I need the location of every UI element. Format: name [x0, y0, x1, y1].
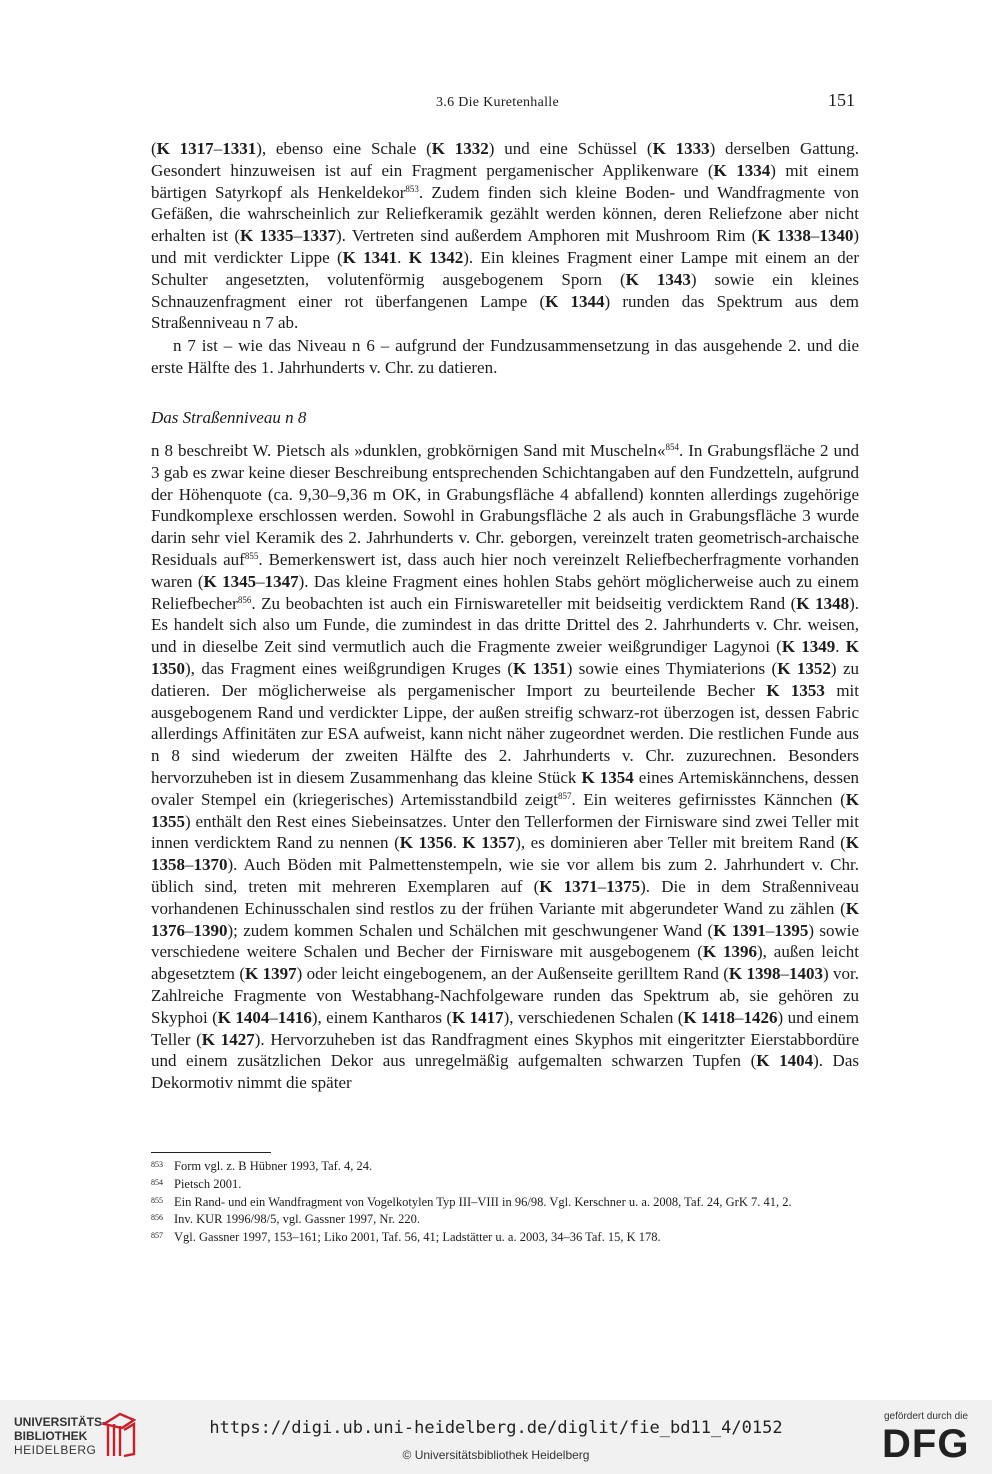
catalog-ref: 1375: [606, 876, 641, 896]
catalog-ref: K 1351: [513, 658, 567, 678]
text-run: ), ebenso eine Schale (: [256, 139, 432, 158]
footnote: 853 Form vgl. z. B Hübner 1993, Taf. 4, 24.: [151, 1159, 373, 1173]
text-run: ) oder leicht eingebogenem, an der Außenseite gerilltem Rand (: [296, 964, 729, 984]
text-run: ) vor. Zahlreiche Fragmente von Westabhang-Nachfolgeware runden das Spektrum ab, sie gehören zu Skyphoi (: [151, 964, 859, 1027]
text-run: ). Vertreten sind außerdem Amphoren mit Mushroom Rim (: [335, 226, 758, 246]
text-run: ) mit einem bärtigen Satyrkopf als Henkeldekor: [151, 160, 860, 202]
footnote: 857 Vgl. Gassner 1997, 153–161; Liko 2001, Taf. 56, 41; Ladstätter u. a. 2003, 34–36 Taf. 15, K 178.: [151, 1230, 661, 1245]
text-run: ). Es handelt sich also um Funde, die zumindest in das dritte Drittel des 2. Jahrhunderts v. Chr. weisen, und in dieselbe Zeit sind vermutlich auch die Fragmente zweier weißgrundiger Lagynoi (: [151, 593, 859, 657]
catalog-ref: K 1341: [342, 247, 398, 267]
running-header: 3.6 Die Kuretenhalle: [436, 95, 560, 110]
text-run: ). Das Dekormotiv nimmt die später: [151, 1051, 859, 1093]
catalog-ref: K 1396: [702, 942, 757, 962]
text-run: ) und einem Teller (: [151, 1007, 860, 1049]
text-run: mit ausgebogenem Rand und verdickter Lippe, der außen streifig schwarz-rot überzogen ist, dessen Fabric allerdings Affinitäten zur ESA aufweist, kann nicht näher zugeordnet werden. Die restlichen Funde aus n 8 sind wiederum der zweiten Hälfte des 2. Jahrhunderts v. Chr. zuzurechnen. Besonders hervorzuheben ist in diesem Zusammenhang das kleine Stück: [151, 680, 860, 787]
section-heading: Das Straßenniveau n 8: [151, 408, 307, 427]
text-run: ) und eine Schüssel (: [488, 139, 653, 158]
catalog-ref: K 1354: [581, 767, 634, 787]
catalog-ref: K 1342: [408, 247, 464, 267]
page-number: 151: [828, 90, 855, 110]
text-run: . Ein weiteres gefirnisstes Kännchen (: [571, 789, 846, 809]
footer-bar: [0, 1400, 992, 1474]
catalog-ref: K 1397: [245, 964, 297, 984]
footnotes: [151, 1158, 859, 1247]
text-run: eines Artemiskännchens, dessen ovaler Stempel ein (kriegerisches) Artemisstandbild zeigt: [151, 767, 859, 809]
permalink-url[interactable]: https://digi.ub.uni-heidelberg.de/diglit/fie_bd11_4/0152: [209, 1418, 783, 1438]
catalog-ref: K 1371: [539, 876, 598, 896]
catalog-ref: K 1334: [713, 160, 771, 180]
catalog-ref: K 1345: [203, 571, 257, 591]
text-run: ). Hervorzuheben ist das Randfragment eines Skyphos mit eingeritzter Eierstabbordüre und einem zusätzlichen Dekor aus unregelmäßig aufgemalten schwarzen Tupfen (: [151, 1029, 859, 1071]
footnote: 855 Ein Rand- und ein Wandfragment von Vogelkotylen Typ III–VIII in 96/98. Vgl. Kerschner u. a. 2008, Taf. 24, GrK 7. 41, 2.: [151, 1194, 792, 1209]
catalog-ref: K 1344: [545, 291, 605, 311]
catalog-ref: 1390: [193, 920, 228, 940]
catalog-ref: K 1338: [757, 226, 811, 246]
catalog-ref: K 1357: [462, 833, 516, 853]
text-run: ), das Fragment eines weißgrundigen Kruges (: [185, 658, 514, 678]
text-run: ), verschiedenen Schalen (: [503, 1007, 684, 1027]
footnote: 856 Inv. KUR 1996/98/5, vgl. Gassner 1997, Nr. 220.: [151, 1212, 421, 1227]
text-run: ) sowie eines Thymiaterions (: [566, 658, 778, 678]
text-run: ), es dominieren aber Teller mit breitem Rand (: [515, 833, 846, 853]
catalog-ref: K 1391: [713, 920, 766, 940]
catalog-ref: 1337: [301, 226, 336, 246]
text-run: ) runden das Spektrum aus dem Straßenniveau n 7 ab.: [151, 291, 859, 333]
footnote-ref: 853: [405, 183, 419, 194]
catalog-ref: K 1348: [796, 593, 850, 613]
paragraph-2: [151, 335, 859, 379]
paragraph-3: [151, 440, 859, 1094]
text-run: ) derselben Gattung. Gesondert hinzuweisen ist auf ein Fragment pergamenischer Applikenware (: [151, 139, 859, 180]
text-run: –: [269, 1007, 278, 1027]
text-run: ). Auch Böden mit Palmettenstempeln, wie sie vor allem bis zum 2. Jahrhundert v. Chr. üblich sind, treten mit mehreren Exemplaren auf (: [151, 855, 859, 896]
catalog-ref: 1331: [222, 139, 257, 158]
catalog-ref: K 1353: [766, 680, 825, 700]
catalog-ref: K 1418: [683, 1007, 736, 1027]
text-run: (: [151, 139, 157, 158]
text-run: –: [185, 855, 194, 875]
text-run: n 8 beschreibt W. Pietsch als »dunklen, grobkörnigen Sand mit Muscheln«: [151, 441, 666, 460]
catalog-ref: K 1332: [431, 139, 489, 158]
catalog-ref: 1403: [789, 964, 823, 984]
catalog-ref: K 1427: [201, 1029, 255, 1049]
catalog-ref: K 1335: [240, 226, 294, 246]
catalog-ref: K 1376: [151, 898, 859, 940]
catalog-ref: K 1349: [781, 637, 836, 657]
text-run: ) sowie ein kleines Schnauzenfragment einer rot überfangenen Lampe (: [151, 269, 859, 311]
catalog-ref: K 1350: [151, 637, 859, 678]
catalog-ref: 1340: [819, 226, 854, 246]
text-run: . In Grabungsfläche 2 und 3 gab es zwar keine dieser Beschreibung entsprechenden Schichtangaben auf den Fundzetteln, aufgrund der Höhenquote (ca. 9,30–9,36 m OK, in Grabungsfläche 4 abfallend) konnten allerdings zugehörige Fundkomplexe erschlossen werden. Sowohl in Grabungsfläche 2 als auch in Grabungsfläche 3 wurde darin sehr viel Keramik des 2. Jahrhunderts v. Chr. geborgen, vereinzelt traten geometrisch-archaische Residuals auf: [151, 441, 860, 569]
catalog-ref: K 1404: [217, 1007, 270, 1027]
text-run: . Bemerkenswert ist, dass auch hier noch vereinzelt Reliefbecherfragmente vorhanden waren (: [151, 549, 859, 591]
footnote-rule: [151, 1152, 271, 1153]
footnote-ref: 857: [557, 790, 572, 801]
text-run: –: [597, 876, 607, 896]
text-run: ) und mit verdickter Lippe (: [151, 226, 859, 267]
text-run: –: [765, 920, 775, 940]
catalog-ref: 1426: [743, 1007, 778, 1027]
footnote-ref: 855: [244, 550, 259, 561]
paragraph-1: [151, 138, 859, 334]
text-run: ); zudem kommen Schalen und Schälchen mit geschwungener Wand (: [227, 920, 714, 940]
catalog-ref: K 1356: [399, 833, 453, 853]
text-run: ) sowie verschiedene weitere Schalen und Becher der Firnisware mit ausgebogenem (: [151, 920, 860, 962]
catalog-ref: K 1343: [625, 269, 691, 289]
text-run: ). Ein kleines Fragment einer Lampe mit einem an der Schulter angesetzten, volutenförmig ausgebogenem Sporn (: [151, 247, 859, 289]
footnote-ref: 856: [237, 594, 252, 605]
text-run: –: [213, 139, 223, 158]
catalog-ref: K 1317: [156, 139, 214, 158]
text-run: –: [185, 920, 194, 940]
text-run: ). Die in dem Straßenniveau vorhandenen Echinusschalen sind restlos zu der frühen Variante mit abgerundeter Wand zu zählen (: [151, 876, 859, 918]
catalog-ref: K 1404: [756, 1051, 814, 1071]
catalog-ref: K 1355: [151, 789, 859, 831]
text-run: ) zu datieren. Der möglicherweise als pergamenischer Import zu beurteilende Becher: [151, 658, 860, 700]
catalog-ref: 1416: [277, 1007, 312, 1027]
text-run: . Zu beobachten ist auch ein Firniswareteller mit beidseitig verdicktem Rand (: [251, 593, 797, 613]
catalog-ref: K 1417: [452, 1007, 504, 1027]
text-run: –: [780, 964, 789, 984]
catalog-ref: K 1398: [728, 964, 781, 984]
library-logo[interactable]: UNIVERSITÄTS- BIBLIOTHEK HEIDELBERG: [14, 1415, 107, 1457]
text-run: ) enthält den Rest eines Siebeinsatzes. Unter den Tellerformen der Firnisware sind zwei Teller mit innen verdicktem Rand zu nennen (: [151, 811, 859, 853]
catalog-ref: 1370: [193, 855, 228, 875]
catalog-ref: 1395: [774, 920, 809, 940]
dfg-logo: DFG: [882, 1422, 970, 1466]
footnote: 854 Pietsch 2001.: [151, 1176, 242, 1191]
text-run: –: [810, 226, 820, 246]
text-run: . Zudem finden sich kleine Boden- und Wandfragmente von Gefäßen, die wahrscheinlich zur Reliefkeramik gezählt werden können, deren Reliefzone aber nicht erhalten ist (: [151, 182, 859, 246]
catalog-ref: K 1358: [151, 833, 859, 875]
text-run: –: [735, 1007, 744, 1027]
text-run: n 7 ist – wie das Niveau n 6 – aufgrund der Fundzusammensetzung in das ausgehende 2. und die erste Hälfte des 1. Jahrhunderts v. Chr. zu datieren.: [151, 336, 859, 377]
copyright: © Universitätsbibliothek Heidelberg: [402, 1448, 590, 1462]
text-run: ). Das kleine Fragment eines hohlen Stabs gehört möglicherweise auch zu einem Reliefbecher: [151, 571, 859, 613]
text-run: –: [256, 571, 265, 591]
text-run: –: [293, 226, 302, 246]
footnote-ref: 854: [665, 442, 680, 452]
text-run: ), außen leicht abgesetztem (: [151, 942, 860, 984]
catalog-ref: 1347: [264, 571, 299, 591]
text-run: .: [397, 247, 409, 267]
text-run: .: [835, 637, 846, 657]
catalog-ref: K 1352: [777, 658, 831, 678]
catalog-ref: K 1333: [652, 139, 710, 158]
funding-label: gefördert durch die: [884, 1411, 968, 1422]
text-run: .: [452, 833, 463, 853]
text-run: ), einem Kantharos (: [311, 1007, 452, 1027]
